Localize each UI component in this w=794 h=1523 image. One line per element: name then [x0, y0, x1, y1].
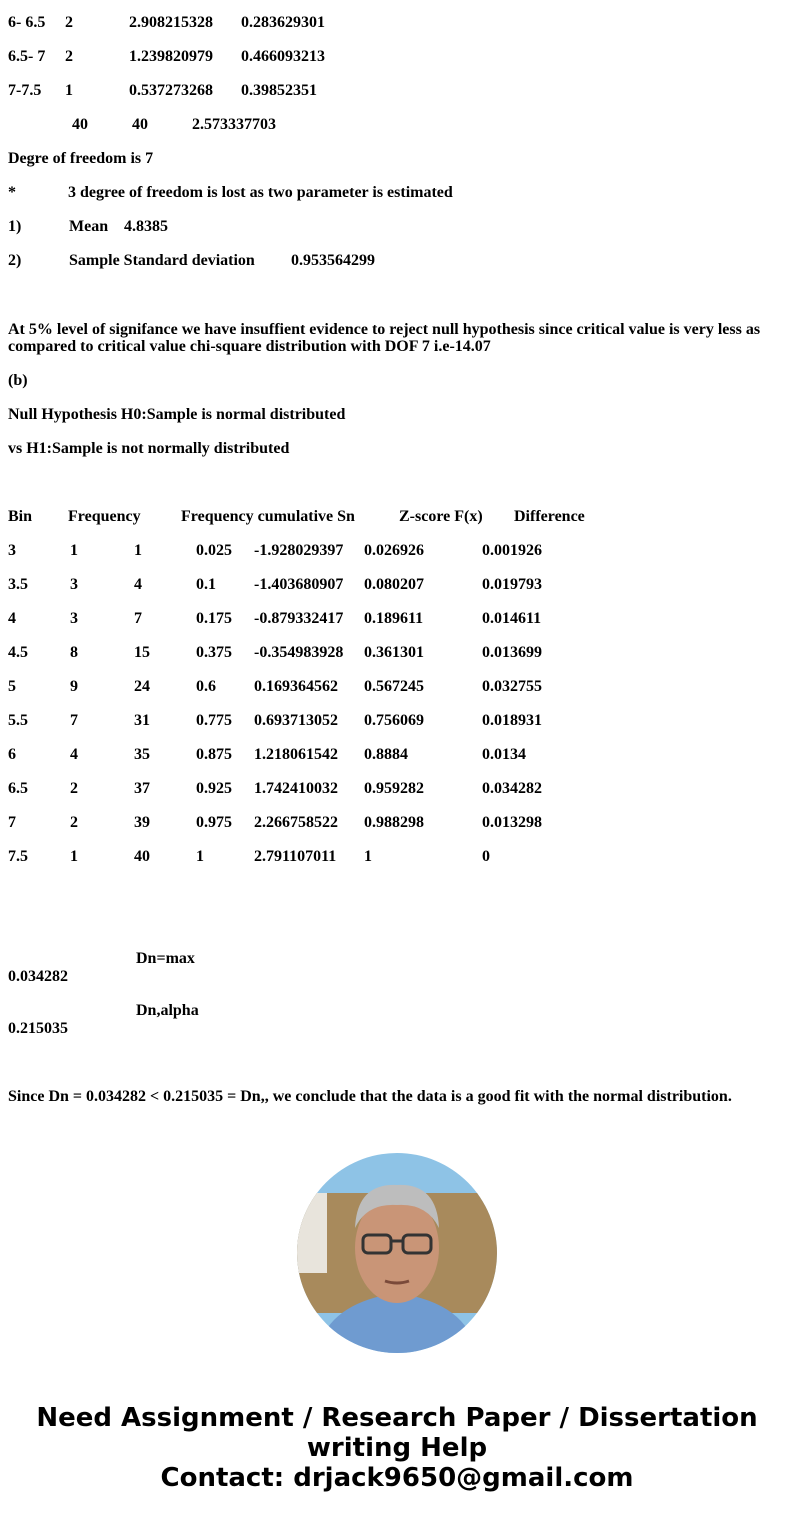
- table-cell: 7: [134, 610, 142, 627]
- null-hypothesis: Null Hypothesis H0:Sample is normal distributed: [8, 406, 346, 423]
- table-cell: 5: [8, 678, 16, 695]
- table-cell: 3: [70, 610, 78, 627]
- dn-max-label: Dn=max: [136, 950, 195, 967]
- table-cell: 0.8884: [364, 746, 408, 763]
- table-cell: -1.928029397: [254, 542, 344, 559]
- table-cell: 0.013298: [482, 814, 542, 831]
- table-cell: 0.080207: [364, 576, 424, 593]
- part-b-label: (b): [8, 372, 28, 389]
- table-cell: 1.239820979: [129, 48, 213, 65]
- table-cell: 0.175: [196, 610, 232, 627]
- conclusion-a: At 5% level of signifance we have insuffient evidence to reject null hypothesis since critical value is very less as compared to critical value chi-square distribution with DOF 7 i.e-14.07: [8, 321, 761, 355]
- table-cell: 0.537273268: [129, 82, 213, 99]
- table-cell: 6.5- 7: [8, 48, 46, 65]
- table-cell: 31: [134, 712, 150, 729]
- table-cell: 40: [134, 848, 150, 865]
- table-cell: 8: [70, 644, 78, 661]
- table-cell: 4: [70, 746, 78, 763]
- table-cell: 1: [134, 542, 142, 559]
- stat-value: 0.953564299: [291, 252, 375, 269]
- column-header: Frequency: [68, 508, 141, 525]
- table-cell: 7: [8, 814, 16, 831]
- table-cell: 7.5: [8, 848, 28, 865]
- table-cell: 0.013699: [482, 644, 542, 661]
- table-cell: 0.025: [196, 542, 232, 559]
- table-cell: 2: [65, 48, 73, 65]
- table-cell: 1.218061542: [254, 746, 338, 763]
- table-cell: 4.5: [8, 644, 28, 661]
- table-cell: 0.567245: [364, 678, 424, 695]
- table-cell: 0.375: [196, 644, 232, 661]
- dof-line: Degre of freedom is 7: [8, 150, 154, 167]
- table-cell: 0.775: [196, 712, 232, 729]
- table-cell: 0.925: [196, 780, 232, 797]
- table-cell: 0.018931: [482, 712, 542, 729]
- note-text: 3 degree of freedom is lost as two parameter is estimated: [68, 184, 453, 201]
- dn-alpha-label: Dn,alpha: [136, 1002, 199, 1019]
- table-cell: 6.5: [8, 780, 28, 797]
- stat-label: Sample Standard deviation: [69, 252, 255, 269]
- table-cell: 1: [65, 82, 73, 99]
- table-cell: 1: [70, 542, 78, 559]
- note-marker: *: [8, 184, 16, 201]
- column-header: Frequency cumulative Sn: [181, 508, 355, 525]
- author-photo: [297, 1153, 497, 1353]
- table-cell: 0.034282: [482, 780, 542, 797]
- table-cell: 1: [196, 848, 204, 865]
- table-cell: 0.189611: [364, 610, 424, 627]
- total-cell: 2.573337703: [192, 116, 276, 133]
- table-cell: 7-7.5: [8, 82, 42, 99]
- table-cell: 24: [134, 678, 150, 695]
- dn-max-value: 0.034282: [8, 968, 68, 985]
- table-cell: 7: [70, 712, 78, 729]
- table-cell: -1.403680907: [254, 576, 344, 593]
- table-cell: -0.354983928: [254, 644, 344, 661]
- table-cell: 2.791107011: [254, 848, 337, 865]
- table-cell: 4: [134, 576, 142, 593]
- stat-label: Mean: [69, 218, 109, 235]
- table-cell: 0.975: [196, 814, 232, 831]
- table-cell: 35: [134, 746, 150, 763]
- table-cell: 2.266758522: [254, 814, 338, 831]
- total-cell: 40: [72, 116, 88, 133]
- table-cell: 2: [70, 780, 78, 797]
- table-cell: 39: [134, 814, 150, 831]
- table-cell: 2: [65, 14, 73, 31]
- stat-num: 1): [8, 218, 22, 235]
- table-cell: 0.6: [196, 678, 216, 695]
- table-cell: 0.019793: [482, 576, 542, 593]
- dn-alpha-value: 0.215035: [8, 1020, 68, 1037]
- table-cell: 0.026926: [364, 542, 424, 559]
- stat-num: 2): [8, 252, 22, 269]
- table-cell: 0.169364562: [254, 678, 338, 695]
- table-cell: 3.5: [8, 576, 28, 593]
- table-cell: 1: [70, 848, 78, 865]
- table-cell: 4: [8, 610, 16, 627]
- table-cell: 3: [70, 576, 78, 593]
- table-cell: 2: [70, 814, 78, 831]
- table-cell: 0.001926: [482, 542, 542, 559]
- table-cell: 0.988298: [364, 814, 424, 831]
- table-cell: 0.361301: [364, 644, 424, 661]
- table-cell: -0.879332417: [254, 610, 344, 627]
- table-cell: 2.908215328: [129, 14, 213, 31]
- table-cell: 1: [364, 848, 372, 865]
- table-cell: 0.0134: [482, 746, 526, 763]
- table-cell: 0.1: [196, 576, 216, 593]
- table-cell: 0.466093213: [241, 48, 325, 65]
- total-cell: 40: [132, 116, 148, 133]
- column-header: Difference: [514, 508, 585, 525]
- column-header: Z-score F(x): [399, 508, 483, 525]
- table-cell: 5.5: [8, 712, 28, 729]
- table-cell: 6: [8, 746, 16, 763]
- table-cell: 0.014611: [482, 610, 542, 627]
- footer-contact: Contact: drjack9650@gmail.com: [160, 1463, 634, 1493]
- table-cell: 0: [482, 848, 490, 865]
- table-cell: 0.39852351: [241, 82, 317, 99]
- alt-hypothesis: vs H1:Sample is not normally distributed: [8, 440, 290, 457]
- footer-line: writing Help: [306, 1433, 488, 1463]
- table-cell: 0.959282: [364, 780, 424, 797]
- promo-footer: [0, 1403, 794, 1493]
- table-cell: 0.756069: [364, 712, 424, 729]
- final-conclusion: Since Dn = 0.034282 < 0.215035 = Dn,, we conclude that the data is a good fit with the normal distribution.: [8, 1088, 732, 1105]
- table-cell: 0.283629301: [241, 14, 325, 31]
- table-cell: 0.032755: [482, 678, 542, 695]
- column-header: Bin: [8, 508, 33, 525]
- stat-value: 4.8385: [124, 218, 168, 235]
- footer-line: Need Assignment / Research Paper / Dissertation: [36, 1403, 758, 1433]
- table-cell: 0.875: [196, 746, 232, 763]
- table-cell: 1.742410032: [254, 780, 338, 797]
- table-cell: 6- 6.5: [8, 14, 46, 31]
- table-cell: 9: [70, 678, 78, 695]
- table-cell: 3: [8, 542, 16, 559]
- table-cell: 0.693713052: [254, 712, 338, 729]
- table-cell: 37: [134, 780, 150, 797]
- table-cell: 15: [134, 644, 150, 661]
